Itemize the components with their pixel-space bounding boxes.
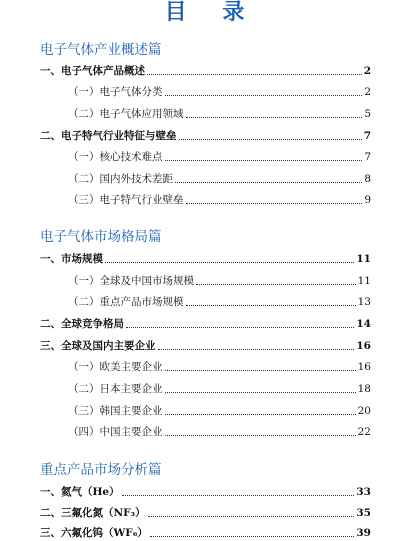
leader-dots: [186, 203, 363, 204]
toc-entry-text: 三、六氟化钨（WF₆）: [40, 527, 148, 539]
leader-dots: [186, 117, 363, 118]
toc-entry-page: 9: [364, 194, 371, 206]
toc-entry-text: 三、全球及国内主要企业: [40, 340, 156, 352]
toc-entry-text: （三）韩国主要企业: [68, 405, 163, 417]
toc-entry[interactable]: [40, 316, 371, 332]
toc-entry-text: （一）核心技术难点: [68, 151, 163, 163]
toc-entry-page: 39: [356, 527, 371, 539]
toc-entry[interactable]: [68, 192, 371, 208]
toc-entry[interactable]: [40, 505, 371, 521]
toc-entry-page: 18: [357, 383, 371, 395]
toc-entry-page: 2: [364, 86, 371, 98]
leader-dots: [122, 495, 355, 496]
toc-entry-page: 5: [364, 108, 371, 120]
leader-dots: [165, 370, 356, 371]
toc-entry[interactable]: [40, 251, 371, 267]
toc-entry[interactable]: [68, 149, 371, 165]
toc-entry[interactable]: [68, 424, 371, 440]
leader-dots: [147, 74, 362, 75]
toc-entry-page: 11: [356, 253, 371, 265]
toc-entry[interactable]: [68, 381, 371, 397]
toc-entry[interactable]: [68, 171, 371, 187]
toc-entry-text: （二）日本主要企业: [68, 383, 163, 395]
leader-dots: [165, 160, 363, 161]
toc-entry[interactable]: [68, 273, 371, 289]
toc-entry-page: 8: [364, 173, 371, 185]
toc-entry-text: （二）电子气体应用领域: [68, 108, 184, 120]
leader-dots: [196, 284, 356, 285]
leader-dots: [105, 262, 354, 263]
section-heading: 重点产品市场分析篇: [40, 462, 162, 478]
toc-entry[interactable]: [68, 84, 371, 100]
toc-entry-text: 二、电子特气行业特征与壁垒: [40, 130, 177, 142]
toc-entry-text: （四）中国主要企业: [68, 426, 163, 438]
toc-entry[interactable]: [68, 403, 371, 419]
toc-entry[interactable]: [40, 484, 371, 500]
toc-entry-text: （一）全球及中国市场规模: [68, 275, 194, 287]
leader-dots: [175, 182, 362, 183]
toc-entry-text: （一）欧美主要企业: [68, 361, 163, 373]
section-heading: 电子气体市场格局篇: [40, 229, 162, 245]
toc-entry-page: 13: [357, 296, 371, 308]
leader-dots: [165, 392, 356, 393]
toc-entry-text: 一、市场规模: [40, 253, 103, 265]
toc-entry-page: 7: [364, 151, 371, 163]
toc-entry-text: （二）国内外技术差距: [68, 173, 173, 185]
leader-dots: [158, 349, 355, 350]
toc-entry-text: 一、电子气体产品概述: [40, 65, 145, 77]
toc-entry-page: 7: [363, 130, 371, 142]
toc-entry-page: 11: [357, 275, 371, 287]
toc-entry-page: 35: [356, 507, 371, 519]
toc-entry-page: 16: [356, 340, 371, 352]
leader-dots: [150, 536, 355, 537]
toc-entry-text: 二、三氟化氮（NF₃）: [40, 507, 146, 519]
toc-entry-text: （三）电子特气行业壁垒: [68, 194, 184, 206]
leader-dots: [165, 95, 363, 96]
toc-entry-text: （一）电子气体分类: [68, 86, 163, 98]
leader-dots: [165, 435, 356, 436]
toc-entry[interactable]: [68, 359, 371, 375]
toc-entry[interactable]: [40, 63, 371, 79]
leader-dots: [148, 516, 355, 517]
leader-dots: [179, 139, 362, 140]
leader-dots: [126, 327, 354, 328]
toc-title: 目 录: [164, 0, 259, 25]
toc-entry-page: 22: [357, 426, 371, 438]
toc-entry[interactable]: [40, 525, 371, 541]
toc-entry-text: 二、全球竞争格局: [40, 318, 124, 330]
leader-dots: [165, 414, 356, 415]
toc-entry-page: 14: [356, 318, 371, 330]
section-heading: 电子气体产业概述篇: [40, 42, 162, 58]
toc-entry[interactable]: [68, 106, 371, 122]
toc-entry-page: 2: [363, 65, 371, 77]
leader-dots: [186, 305, 356, 306]
toc-entry-page: 33: [356, 486, 371, 498]
toc-entry[interactable]: [40, 338, 371, 354]
toc-entry[interactable]: [40, 128, 371, 144]
toc-entry-text: （二）重点产品市场规模: [68, 296, 184, 308]
toc-entry-page: 20: [357, 405, 371, 417]
toc-entry[interactable]: [68, 294, 371, 310]
toc-entry-page: 16: [357, 361, 371, 373]
toc-entry-text: 一、氦气（He）: [40, 486, 120, 498]
